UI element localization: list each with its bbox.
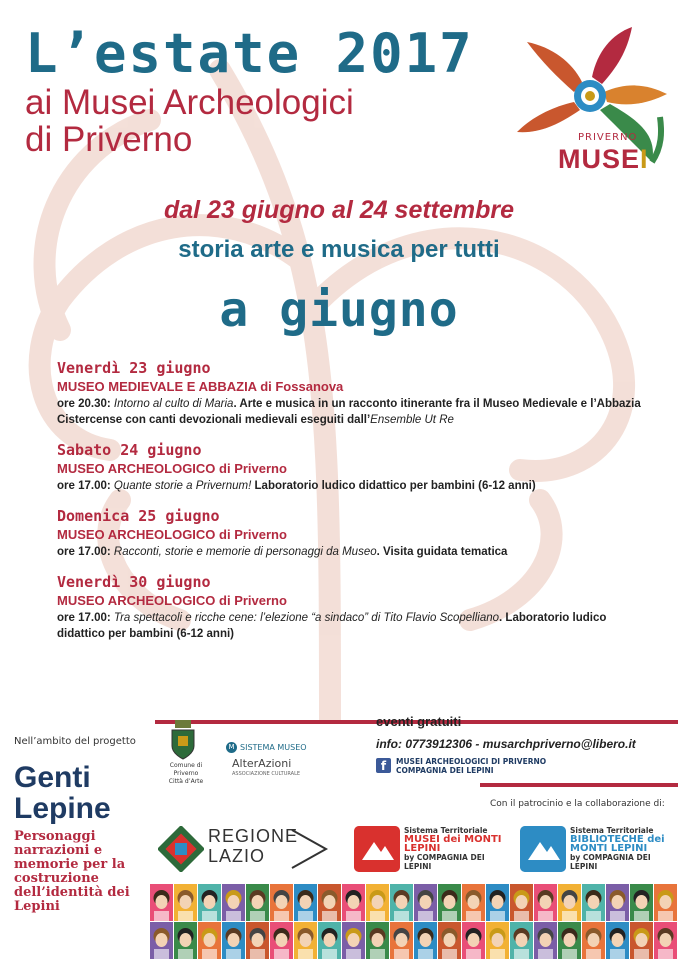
facebook-icon[interactable]: f [376, 758, 391, 773]
lepine-word: Lepine [14, 792, 111, 825]
event-venue-name: MUSEO ARCHEOLOGICO [57, 527, 216, 542]
event-desc-italic: Ensemble Ut Re [370, 414, 454, 426]
event-venue-name: MUSEO ARCHEOLOGICO [57, 593, 216, 608]
facebook-line-2: COMPAGNIA DEI LEPINI [396, 766, 494, 775]
subtitle-line-2: di Priverno [25, 120, 193, 159]
event-title: Intorno al culto di Maria [113, 398, 234, 410]
facebook-page-label[interactable] [396, 757, 546, 775]
musei-line-3: by COMPAGNIA DEI LEPINI [404, 853, 485, 871]
biblioteche-line-1: Sistema Territoriale [570, 826, 654, 835]
genti-lepine-logo [14, 762, 111, 824]
event-venue-place: di Priverno [215, 461, 287, 476]
musei-line-2: MUSEI dei MONTI LEPINI [404, 834, 502, 854]
regione-lazio-emblem-icon [158, 826, 204, 872]
event-day: Venerdì 23 giugno [57, 359, 211, 377]
month-heading: a giugno [219, 282, 459, 338]
event-item [57, 440, 657, 494]
logo-label-musei-b: I [640, 144, 649, 174]
event-venue-place: di Priverno [215, 527, 287, 542]
tagline: storia arte e musica per tutti [178, 236, 500, 263]
sistema-museo-icon: M [226, 742, 237, 753]
sponsor-divider [480, 783, 678, 787]
event-time: ore 20.30: [57, 398, 114, 410]
event-venue-place: di Fossanova [256, 379, 344, 394]
events-list [57, 358, 657, 654]
date-range: dal 23 giugno al 24 settembre [163, 196, 515, 224]
event-title: Tra spettacoli e ricche cene: l’elezione “a sindaco” di Tito Flavio Scopelliano [113, 612, 500, 624]
event-venue-place: di Priverno [215, 593, 287, 608]
regione-chevron-icon [290, 826, 332, 872]
logo-label-musei-a: MUSE [558, 144, 641, 174]
musei-monti-lepini-logo [404, 826, 504, 871]
event-time: ore 17.00: [57, 480, 114, 492]
comune-name: Comune di Priverno [169, 762, 203, 777]
event-venue [57, 592, 657, 610]
musei-monti-lepini-icon [354, 826, 400, 872]
event-time: ore 17.00: [57, 546, 114, 558]
genti-word: Genti [14, 761, 91, 794]
biblioteche-monti-lepini-logo [570, 826, 674, 871]
event-time: ore 17.00: [57, 612, 114, 624]
regione-word: REGIONE [208, 826, 299, 846]
project-intro: Nell’ambito del progetto [14, 736, 136, 747]
event-desc: Laboratorio ludico didattico per bambini (6-12 anni) [251, 480, 536, 492]
biblioteche-line-3: by COMPAGNIA DEI LEPINI [570, 853, 651, 871]
event-venue-name: MUSEO ARCHEOLOGICO [57, 461, 216, 476]
lazio-word: LAZIO [208, 846, 266, 866]
contact-info: info: 0773912306 - musarchpriverno@libero.it [376, 737, 636, 751]
event-venue [57, 378, 657, 396]
logo-label-musei [558, 144, 649, 175]
poster-title: L’estate 2017 [25, 22, 474, 85]
event-desc: . Arte e musica in un racconto itinerante fra il Museo Medievale e l’Abbazia Cistercense con canti devozionali medievali eseguiti dall’ [57, 398, 641, 426]
free-events-note: eventi gratuiti [376, 714, 462, 729]
event-item [57, 572, 657, 642]
event-description [57, 478, 657, 494]
event-desc: . Visita guidata tematica [376, 546, 508, 558]
event-venue [57, 526, 657, 544]
event-venue [57, 460, 657, 478]
biblioteche-monti-lepini-icon [520, 826, 566, 872]
event-description [57, 396, 657, 428]
sistema-museo-label: SISTEMA MUSEO [240, 743, 307, 752]
event-desc: . Laboratorio ludico didattico per bambini (6-12 anni) [57, 612, 607, 640]
alterazioni-logo: AlterAzioni [232, 757, 292, 770]
musei-line-1: Sistema Territoriale [404, 826, 488, 835]
facebook-line-1: MUSEI ARCHEOLOGICI DI PRIVERNO [396, 757, 547, 766]
event-title: Quante storie a Privernum! [113, 480, 252, 492]
subtitle-line-1: ai Musei Archeologici [25, 83, 354, 122]
logo-label-priverno: PRIVERNO [578, 132, 638, 143]
event-description [57, 544, 657, 560]
characters-illustration [150, 884, 678, 960]
sponsors-heading: Con il patrocinio e la collaborazione di: [490, 799, 665, 809]
event-description [57, 610, 657, 642]
priverno-coat-of-arms-icon [168, 718, 198, 760]
event-day: Domenica 25 giugno [57, 507, 220, 525]
comune-label [160, 762, 212, 786]
event-day: Sabato 24 giugno [57, 441, 202, 459]
event-venue-name: MUSEO MEDIEVALE E ABBAZIA [57, 379, 257, 394]
event-title: Racconti, storie e memorie di personaggi da Museo [113, 546, 377, 558]
alterazioni-subtitle: ASSOCIAZIONE CULTURALE [232, 771, 301, 777]
event-day: Venerdì 30 giugno [57, 573, 211, 591]
comune-subtitle: Città d’Arte [168, 778, 204, 785]
project-description: Personaggi narrazioni e memorie per la costruzione dell’identità dei Lepini [14, 829, 130, 914]
event-item [57, 506, 657, 560]
event-item [57, 358, 657, 428]
poster-subtitle [25, 84, 495, 158]
regione-lazio-logo [208, 826, 298, 866]
sistema-museo-logo [226, 742, 307, 753]
biblioteche-line-2: BIBLIOTECHE dei MONTI LEPINI [570, 834, 665, 854]
